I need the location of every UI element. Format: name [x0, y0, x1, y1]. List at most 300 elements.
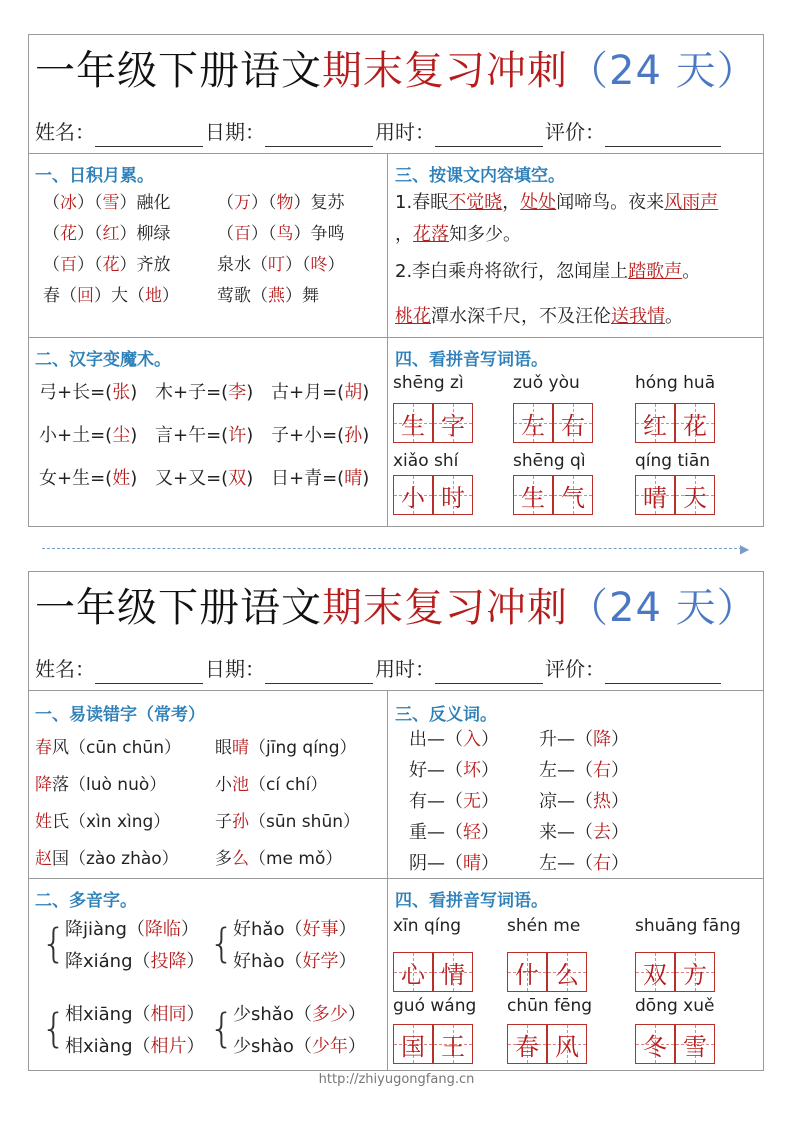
cut-line — [42, 548, 742, 549]
antonym-item — [409, 852, 499, 876]
worksheet-title: 一年级下册语文期末复习冲刺（24 天） — [35, 585, 758, 631]
answer-char: 生 — [401, 411, 425, 440]
polyphone-reading: ） — [186, 1036, 205, 1057]
antonym-item — [539, 759, 629, 783]
char-equation — [271, 467, 369, 491]
score-field[interactable] — [605, 663, 721, 684]
idiom-part: ）（ — [77, 193, 103, 213]
tian-grid-box — [635, 403, 675, 443]
pinyin-label: qíng tiān — [635, 451, 711, 471]
polyphone-word: 好学 — [302, 951, 339, 972]
poem-line: 2.李白乘舟将欲行，忽闻崖上踏歌声。 — [395, 261, 701, 282]
polyphone-line — [65, 950, 205, 974]
char-equation — [155, 467, 253, 491]
polyphone-reading: 相xiàng（ — [65, 1036, 151, 1057]
equation-part: ) — [362, 382, 370, 403]
answer-char: 气 — [561, 483, 585, 512]
character-box-pair — [635, 1024, 715, 1066]
antonym-item — [409, 821, 499, 845]
antonym-answer: 热 — [593, 791, 611, 812]
polyphone-word: 投降 — [150, 951, 187, 972]
polyphone-line — [233, 1003, 366, 1027]
idiom-part: ）复苏 — [293, 193, 345, 213]
idiom-line — [43, 253, 171, 277]
date-field[interactable] — [265, 126, 373, 147]
character-box-pair — [513, 475, 593, 517]
polyphone-word: 相同 — [150, 1004, 187, 1025]
divider-line — [387, 153, 388, 527]
tian-grid-box — [675, 403, 715, 443]
idiom-line — [43, 191, 171, 215]
char-equation — [271, 381, 369, 405]
antonym-part: ） — [611, 853, 629, 874]
equation-part: ) — [246, 425, 254, 446]
misread-text: （cí chí） — [249, 775, 328, 795]
pinyin-label: guó wáng — [393, 996, 477, 1016]
misread-char: 姓 — [35, 812, 52, 832]
time-field[interactable] — [435, 663, 543, 684]
antonym-answer: 去 — [593, 822, 611, 843]
idiom-part: ） — [162, 286, 179, 306]
idiom-part: 红 — [102, 224, 120, 244]
char-equation — [39, 381, 137, 405]
idiom-part: 燕 — [268, 286, 285, 306]
idiom-part: ）齐放 — [119, 255, 171, 275]
misread-char: 降 — [35, 775, 52, 795]
char-equation — [39, 424, 137, 448]
equation-answer: 尘 — [112, 425, 131, 446]
polyphone-word: 少年 — [311, 1036, 348, 1057]
answer-char: 花 — [683, 411, 707, 440]
idiom-part: ）（ — [251, 193, 277, 213]
misread-char: 池 — [232, 775, 249, 795]
equation-part: ) — [130, 425, 138, 446]
antonym-answer: 无 — [463, 791, 481, 812]
misread-text: （sūn shūn） — [249, 812, 360, 832]
character-box-pair — [635, 952, 715, 994]
idiom-line — [217, 253, 345, 277]
polyphone-reading: 好hǎo（ — [233, 919, 303, 940]
name-label: 姓名： — [35, 657, 95, 681]
idiom-part: 万 — [234, 193, 251, 213]
polyphone-reading: ） — [186, 1004, 205, 1025]
info-row — [35, 654, 723, 684]
antonym-answer: 轻 — [463, 822, 481, 843]
tian-grid-box — [433, 1024, 473, 1064]
antonym-part: 来—（ — [539, 822, 593, 843]
date-field[interactable] — [265, 663, 373, 684]
antonym-part: ） — [481, 729, 499, 750]
pinyin-label: hóng huā — [635, 373, 716, 393]
antonym-item — [409, 790, 499, 814]
pinyin-label: shēng zì — [393, 373, 464, 393]
worksheet-card-2 — [28, 571, 764, 1071]
polyphone-reading: ） — [338, 951, 357, 972]
polyphone-reading: 少shǎo（ — [233, 1004, 312, 1025]
misread-char: 么 — [232, 849, 249, 869]
idiom-part: ）舞 — [285, 286, 319, 306]
char-equation — [39, 467, 137, 491]
divider-line — [29, 337, 763, 338]
antonym-item — [409, 728, 499, 752]
equation-part: 小+土=( — [39, 425, 113, 446]
section-heading: 四、看拼音写词语。 — [395, 891, 548, 911]
idiom-part: 春（ — [43, 286, 77, 306]
antonym-answer: 晴 — [463, 853, 481, 874]
antonym-answer: 降 — [593, 729, 611, 750]
tian-grid-box — [393, 403, 433, 443]
antonym-part: 凉—（ — [539, 791, 593, 812]
idiom-part: 鸟 — [276, 224, 294, 244]
polyphone-word: 好事 — [302, 919, 339, 940]
equation-part: 子+小=( — [271, 425, 345, 446]
idiom-line — [217, 191, 345, 215]
equation-answer: 双 — [228, 468, 247, 489]
misread-char: 晴 — [232, 738, 249, 758]
pinyin-label: zuǒ yòu — [513, 373, 580, 393]
footer-url: http://zhiyugongfang.cn — [318, 1072, 475, 1087]
brace-icon: { — [209, 1006, 235, 1052]
tian-grid-box — [513, 475, 553, 515]
tian-grid-box — [547, 952, 587, 992]
char-equation — [155, 381, 253, 405]
polyphone-reading: ） — [186, 951, 205, 972]
tian-grid-box — [553, 403, 593, 443]
idiom-part: ）柳绿 — [119, 224, 171, 244]
tian-grid-box — [393, 475, 433, 515]
antonym-item — [539, 790, 629, 814]
time-label: 用时： — [375, 657, 435, 681]
idiom-part: 地 — [145, 286, 162, 306]
date-label: 日期： — [205, 120, 265, 144]
idiom-part: （ — [217, 224, 234, 244]
equation-answer: 张 — [112, 382, 131, 403]
answer-char: 天 — [683, 483, 707, 512]
equation-part: 言+午=( — [155, 425, 229, 446]
section-heading: 二、汉字变魔术。 — [35, 350, 171, 370]
idiom-part: （ — [43, 255, 60, 275]
polyphone-word: 降临 — [144, 919, 181, 940]
name-field[interactable] — [95, 663, 203, 684]
equation-answer: 许 — [228, 425, 247, 446]
polyphone-reading: 降xiáng（ — [65, 951, 151, 972]
divider-line — [29, 878, 763, 879]
polyphone-reading: 好hào（ — [233, 951, 303, 972]
polyphone-line — [233, 950, 356, 974]
answer-char: 王 — [441, 1032, 465, 1061]
divider-line — [387, 690, 388, 1071]
answer-char: 什 — [515, 960, 539, 989]
equation-part: ) — [130, 468, 138, 489]
equation-part: ) — [246, 468, 254, 489]
antonym-answer: 右 — [593, 760, 611, 781]
antonym-part: 好—（ — [409, 760, 463, 781]
worksheet-title: 一年级下册语文期末复习冲刺（24 天） — [35, 48, 758, 94]
antonym-item — [539, 728, 629, 752]
antonym-part: ） — [611, 729, 629, 750]
section-heading: 三、按课文内容填空。 — [395, 166, 565, 186]
misread-item — [35, 810, 170, 834]
polyphone-line — [65, 918, 199, 942]
poem-line: 桃花潭水深千尺，不及汪伦送我情。 — [395, 306, 683, 327]
equation-part: ) — [130, 382, 138, 403]
answer-char: 雪 — [683, 1032, 707, 1061]
idiom-part: 冰 — [60, 193, 77, 213]
answer-char: 风 — [555, 1032, 579, 1061]
score-label: 评价： — [545, 657, 605, 681]
polyphone-reading: 少shào（ — [233, 1036, 312, 1057]
idiom-part: 百 — [234, 224, 251, 244]
equation-part: 女+生=( — [39, 468, 113, 489]
pinyin-label: shén me — [507, 916, 581, 936]
answer-char: 左 — [521, 411, 545, 440]
equation-part: 弓+长=( — [39, 382, 113, 403]
equation-part: 古+月=( — [271, 382, 345, 403]
misread-text: 小 — [215, 775, 232, 795]
equation-answer: 姓 — [112, 468, 131, 489]
tian-grid-box — [635, 1024, 675, 1064]
misread-text: 风（cūn chūn） — [52, 738, 181, 758]
section-heading: 一、易读错字（常考） — [35, 705, 205, 725]
answer-char: 时 — [441, 483, 465, 512]
pinyin-label: dōng xuě — [635, 996, 715, 1016]
tian-grid-box — [635, 952, 675, 992]
antonym-part: ） — [611, 822, 629, 843]
answer-char: 国 — [401, 1032, 425, 1061]
polyphone-line — [65, 1035, 205, 1059]
antonym-item — [409, 759, 499, 783]
poem-line: ，花落知多少。 — [395, 224, 521, 245]
polyphone-line — [233, 918, 356, 942]
tian-grid-box — [433, 475, 473, 515]
score-field[interactable] — [605, 126, 721, 147]
info-row — [35, 117, 723, 147]
pinyin-label: xīn qíng — [393, 916, 462, 936]
divider-line — [29, 153, 763, 154]
polyphone-line — [233, 1035, 366, 1059]
idiom-part: （ — [217, 193, 234, 213]
character-box-pair — [513, 403, 593, 445]
idiom-part: 雪 — [102, 193, 120, 213]
antonym-answer: 入 — [463, 729, 481, 750]
divider-line — [29, 690, 763, 691]
idiom-part: （ — [43, 193, 60, 213]
polyphone-reading: ） — [347, 1004, 366, 1025]
answer-char: 方 — [683, 960, 707, 989]
tian-grid-box — [433, 952, 473, 992]
misread-text: 眼 — [215, 738, 232, 758]
idiom-part: 物 — [276, 193, 294, 213]
idiom-part: ） — [327, 255, 345, 275]
idiom-part: （ — [43, 224, 60, 244]
tian-grid-box — [635, 475, 675, 515]
misread-text: 落（luò nuò） — [52, 775, 167, 795]
misread-item — [35, 773, 166, 797]
polyphone-word: 相片 — [150, 1036, 187, 1057]
antonym-part: 有—（ — [409, 791, 463, 812]
date-label: 日期： — [205, 657, 265, 681]
equation-answer: 晴 — [344, 468, 363, 489]
antonym-part: ） — [611, 791, 629, 812]
idiom-line — [217, 222, 345, 246]
poem-line: 1.春眠不觉晓，处处闻啼鸟。夜来风雨声 — [395, 192, 719, 213]
equation-part: ) — [362, 468, 370, 489]
idiom-part: ）（ — [77, 224, 103, 244]
answer-char: 生 — [521, 483, 545, 512]
antonym-part: 升—（ — [539, 729, 593, 750]
idiom-part: ）（ — [285, 255, 311, 275]
idiom-part: ）争鸣 — [293, 224, 345, 244]
idiom-part: 叮 — [268, 255, 285, 275]
tian-grid-box — [675, 475, 715, 515]
equation-part: 又+又=( — [155, 468, 229, 489]
polyphone-reading: 降jiàng（ — [65, 919, 145, 940]
character-box-pair — [635, 475, 715, 517]
misread-text: （me mǒ） — [249, 849, 343, 869]
character-box-pair — [507, 1024, 587, 1066]
polyphone-reading: ） — [180, 919, 199, 940]
idiom-part: 咚 — [310, 255, 328, 275]
antonym-part: 出—（ — [409, 729, 463, 750]
answer-char: 情 — [441, 960, 465, 989]
character-box-pair — [393, 403, 473, 445]
score-label: 评价： — [545, 120, 605, 144]
idiom-part: 莺歌（ — [217, 286, 268, 306]
char-equation — [271, 424, 369, 448]
idiom-part: ）大（ — [94, 286, 145, 306]
antonym-answer: 坏 — [463, 760, 481, 781]
antonym-part: 重—（ — [409, 822, 463, 843]
equation-answer: 胡 — [344, 382, 363, 403]
antonym-answer: 右 — [593, 853, 611, 874]
idiom-line — [43, 284, 179, 308]
misread-item — [215, 847, 342, 871]
pinyin-label: shēng qì — [513, 451, 586, 471]
misread-text: 多 — [215, 849, 232, 869]
tian-grid-box — [675, 952, 715, 992]
time-field[interactable] — [435, 126, 543, 147]
pinyin-label: shuāng fāng — [635, 916, 741, 936]
brace-icon: { — [41, 921, 67, 967]
section-heading: 一、日积月累。 — [35, 166, 154, 186]
worksheet-card-1 — [28, 34, 764, 527]
antonym-item — [539, 821, 629, 845]
arrow-icon: ▶ — [740, 542, 750, 556]
equation-answer: 孙 — [344, 425, 363, 446]
tian-grid-box — [513, 403, 553, 443]
misread-item — [35, 847, 179, 871]
idiom-part: 花 — [102, 255, 120, 275]
idiom-part: 泉水（ — [217, 255, 268, 275]
tian-grid-box — [393, 952, 433, 992]
character-box-pair — [635, 403, 715, 445]
antonym-part: ） — [481, 853, 499, 874]
answer-char: 小 — [401, 483, 425, 512]
polyphone-word: 多少 — [311, 1004, 348, 1025]
misread-item — [215, 810, 360, 834]
character-box-pair — [393, 1024, 473, 1066]
tian-grid-box — [507, 952, 547, 992]
answer-char: 春 — [515, 1032, 539, 1061]
answer-char: 双 — [643, 960, 667, 989]
misread-char: 春 — [35, 738, 52, 758]
section-heading: 二、多音字。 — [35, 891, 137, 911]
equation-part: ) — [246, 382, 254, 403]
answer-char: 红 — [643, 411, 667, 440]
misread-text: 子 — [215, 812, 232, 832]
antonym-part: ） — [481, 822, 499, 843]
section-heading: 三、反义词。 — [395, 705, 497, 725]
misread-text: 国（zào zhào） — [52, 849, 179, 869]
misread-char: 孙 — [232, 812, 249, 832]
polyphone-reading: 相xiāng（ — [65, 1004, 151, 1025]
polyphone-reading: ） — [338, 919, 357, 940]
brace-icon: { — [209, 921, 235, 967]
answer-char: 么 — [555, 960, 579, 989]
tian-grid-box — [547, 1024, 587, 1064]
equation-answer: 李 — [228, 382, 247, 403]
equation-part: 木+子=( — [155, 382, 229, 403]
misread-text: （jīng qíng） — [249, 738, 357, 758]
tian-grid-box — [433, 403, 473, 443]
misread-item — [35, 736, 181, 760]
answer-char: 右 — [561, 411, 585, 440]
polyphone-reading: ） — [347, 1036, 366, 1057]
tian-grid-box — [553, 475, 593, 515]
tian-grid-box — [507, 1024, 547, 1064]
pinyin-label: xiǎo shí — [393, 451, 459, 471]
name-field[interactable] — [95, 126, 203, 147]
idiom-part: ）融化 — [119, 193, 171, 213]
idiom-line — [43, 222, 171, 246]
idiom-part: ）（ — [251, 224, 277, 244]
idiom-part: 回 — [77, 286, 94, 306]
character-box-pair — [507, 952, 587, 994]
idiom-part: ）（ — [77, 255, 103, 275]
answer-char: 字 — [441, 411, 465, 440]
idiom-line — [217, 284, 319, 308]
misread-item — [215, 773, 327, 797]
antonym-item — [539, 852, 629, 876]
char-equation — [155, 424, 253, 448]
antonym-part: 左—（ — [539, 853, 593, 874]
antonym-part: ） — [611, 760, 629, 781]
character-box-pair — [393, 952, 473, 994]
pinyin-label: chūn fēng — [507, 996, 593, 1016]
answer-char: 晴 — [643, 483, 667, 512]
brace-icon: { — [41, 1006, 67, 1052]
idiom-part: 花 — [60, 224, 77, 244]
answer-char: 冬 — [643, 1032, 667, 1061]
antonym-part: 左—（ — [539, 760, 593, 781]
character-box-pair — [393, 475, 473, 517]
antonym-part: ） — [481, 760, 499, 781]
name-label: 姓名： — [35, 120, 95, 144]
misread-char: 赵 — [35, 849, 52, 869]
section-heading: 四、看拼音写词语。 — [395, 350, 548, 370]
idiom-part: 百 — [60, 255, 77, 275]
equation-part: 日+青=( — [271, 468, 345, 489]
misread-text: 氏（xìn xìng） — [52, 812, 171, 832]
tian-grid-box — [393, 1024, 433, 1064]
misread-item — [215, 736, 357, 760]
equation-part: ) — [362, 425, 370, 446]
antonym-part: ） — [481, 791, 499, 812]
tian-grid-box — [675, 1024, 715, 1064]
antonym-part: 阴—（ — [409, 853, 463, 874]
time-label: 用时： — [375, 120, 435, 144]
answer-char: 心 — [401, 960, 425, 989]
